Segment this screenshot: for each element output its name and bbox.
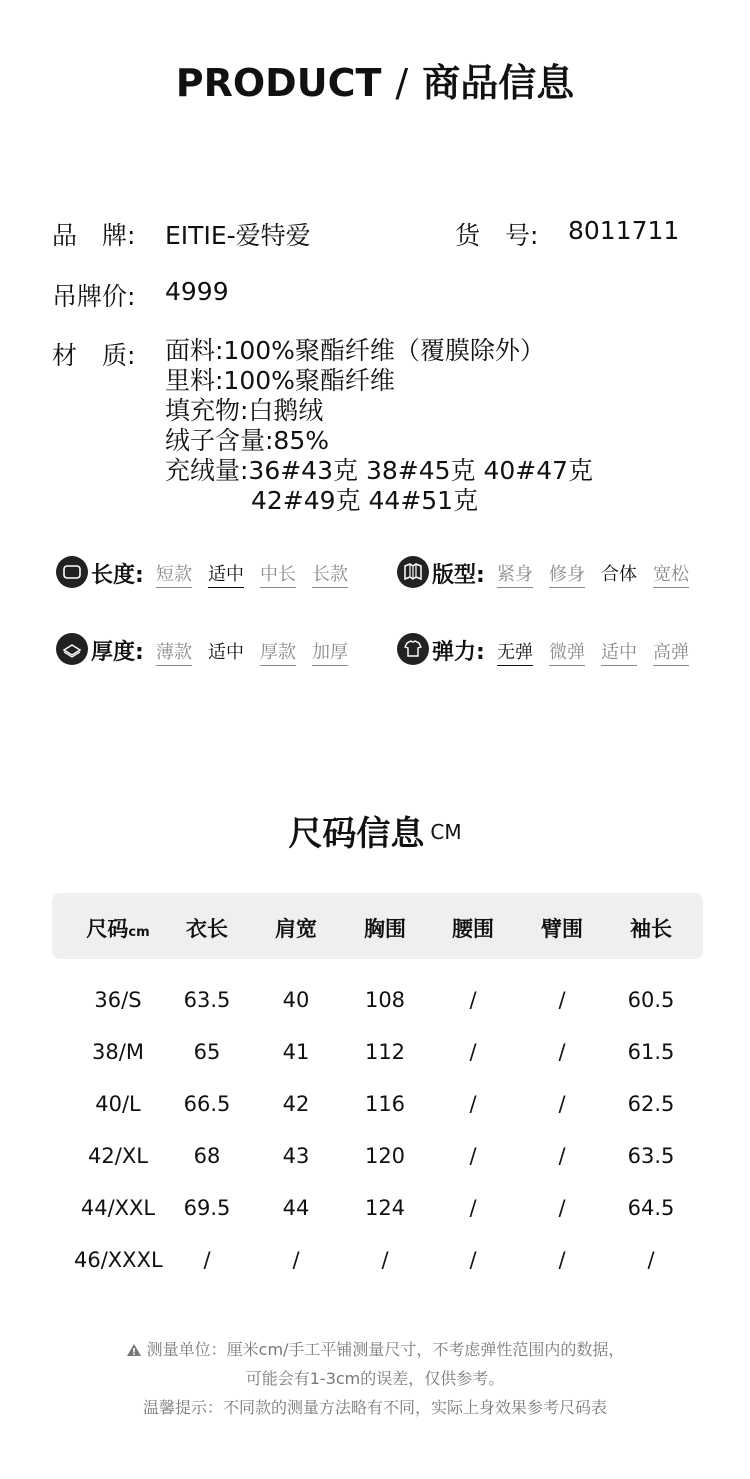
- header-shoulder: 肩宽: [275, 917, 317, 941]
- size-cell: /: [558, 1248, 566, 1272]
- size-cell: 61.5: [627, 1040, 675, 1064]
- thickness-option: 加厚: [312, 638, 348, 666]
- thickness-option-selected: 适中: [208, 642, 244, 663]
- fit-option-selected: 合体: [601, 564, 637, 585]
- header-chest: 胸围: [364, 917, 406, 941]
- size-cell: 112: [364, 1040, 406, 1064]
- size-cell: 69.5: [183, 1196, 231, 1220]
- material-line: 里料:100%聚酯纤维: [165, 366, 395, 395]
- size-cell: 65: [193, 1040, 221, 1064]
- elasticity-icon: [397, 633, 429, 665]
- size-row-label: 42/XL: [88, 1144, 148, 1168]
- elasticity-options: [497, 638, 705, 666]
- material-list: [165, 336, 593, 516]
- size-title-unit: CM: [430, 820, 462, 844]
- size-cell: /: [558, 1040, 566, 1064]
- length-label: 长度:: [91, 563, 144, 588]
- size-cell: 124: [364, 1196, 406, 1220]
- size-cell: 40: [282, 988, 310, 1012]
- header-sleeve: 袖长: [630, 917, 672, 941]
- size-cell: 43: [282, 1144, 310, 1168]
- size-cell: /: [292, 1248, 300, 1272]
- item-no-value: 8011711: [568, 216, 680, 245]
- elasticity-option: 微弹: [549, 638, 585, 666]
- size-row-label: 38/M: [92, 1040, 144, 1064]
- size-row-label: 46/XXXL: [74, 1248, 163, 1272]
- size-cell: 120: [364, 1144, 406, 1168]
- elasticity-option-selected: 无弹: [497, 638, 533, 666]
- material-line: 填充物:白鹅绒: [165, 396, 324, 425]
- material-line: 充绒量:36#43克 38#45克 40#47克: [165, 456, 594, 485]
- thickness-option: 厚款: [260, 638, 296, 666]
- material-label: 材 质:: [52, 341, 136, 370]
- header-waist: 腰围: [452, 917, 494, 941]
- thickness-label: 厚度:: [91, 640, 144, 665]
- thickness-option: 薄款: [156, 638, 192, 666]
- fit-options: [497, 560, 705, 588]
- size-cell: 64.5: [627, 1196, 675, 1220]
- size-cell: 41: [282, 1040, 310, 1064]
- material-line: 面料:100%聚酯纤维（覆膜除外）: [165, 336, 545, 365]
- note-line-2: 可能会有1-3cm的误差，仅供参考。: [245, 1369, 505, 1388]
- size-cell: /: [469, 1196, 477, 1220]
- size-cell: /: [558, 988, 566, 1012]
- fit-option: 宽松: [653, 560, 689, 588]
- thickness-icon: [56, 633, 88, 665]
- size-cell: 116: [364, 1092, 406, 1116]
- header-size: 尺码cm: [86, 917, 150, 941]
- length-option: 长款: [312, 560, 348, 588]
- header-unit: cm: [128, 925, 150, 940]
- thickness-options: [156, 638, 364, 666]
- size-section-title: [0, 806, 750, 855]
- size-row-label: 40/L: [95, 1092, 141, 1116]
- size-cell: /: [558, 1196, 566, 1220]
- price-value: 4999: [165, 277, 229, 306]
- material-line: 42#49克 44#51克: [251, 486, 479, 515]
- elasticity-label: 弹力:: [432, 640, 485, 665]
- price-label: 吊牌价:: [52, 282, 136, 311]
- material-line: 绒子含量:85%: [165, 426, 329, 455]
- size-cell: /: [647, 1248, 655, 1272]
- size-cell: 108: [364, 988, 406, 1012]
- size-row-label: 36/S: [94, 988, 142, 1012]
- fit-option: 紧身: [497, 560, 533, 588]
- size-cell: /: [381, 1248, 389, 1272]
- garment-length-icon: [56, 556, 88, 588]
- size-cell: 60.5: [627, 988, 675, 1012]
- size-cell: 42: [282, 1092, 310, 1116]
- size-cell: /: [558, 1092, 566, 1116]
- header-arm: 臂围: [541, 917, 583, 941]
- fit-label: 版型:: [432, 563, 485, 588]
- fit-option: 修身: [549, 560, 585, 588]
- item-no-label: 货 号:: [455, 221, 539, 250]
- size-cell: /: [203, 1248, 211, 1272]
- title-cn: 商品信息: [422, 61, 575, 105]
- size-cell: /: [558, 1144, 566, 1168]
- page-title: [0, 52, 750, 107]
- size-cell: 44: [282, 1196, 310, 1220]
- brand-label: 品 牌:: [52, 221, 136, 250]
- note-line-3: 温馨提示：不同款的测量方法略有不同，实际上身效果参考尺码表: [142, 1398, 607, 1417]
- title-en: PRODUCT: [175, 61, 382, 105]
- size-cell: 66.5: [183, 1092, 231, 1116]
- header-length: 衣长: [186, 917, 228, 941]
- title-separator: /: [395, 61, 409, 105]
- size-cell: /: [469, 1092, 477, 1116]
- size-cell: /: [469, 1040, 477, 1064]
- size-row-label: 44/XXL: [80, 1196, 156, 1220]
- size-cell: /: [469, 988, 477, 1012]
- size-cell: 68: [193, 1144, 221, 1168]
- length-option-selected: 适中: [208, 560, 244, 588]
- elasticity-option: 高弹: [653, 638, 689, 666]
- brand-value: EITIE-爱特爱: [165, 221, 311, 250]
- size-cell: 63.5: [627, 1144, 675, 1168]
- fit-shape-icon: [397, 556, 429, 588]
- size-title-text: 尺码信息: [288, 814, 425, 854]
- length-option: 中长: [260, 560, 296, 588]
- size-cell: /: [469, 1144, 477, 1168]
- warning-icon: [126, 1343, 142, 1357]
- elasticity-option: 适中: [601, 638, 637, 666]
- length-option: 短款: [156, 560, 192, 588]
- size-cell: /: [469, 1248, 477, 1272]
- note-line-1: 测量单位：厘米cm/手工平铺测量尺寸，不考虑弹性范围内的数据，: [0, 1337, 750, 1360]
- size-cell: 63.5: [183, 988, 231, 1012]
- length-options: [156, 560, 364, 588]
- size-cell: 62.5: [627, 1092, 675, 1116]
